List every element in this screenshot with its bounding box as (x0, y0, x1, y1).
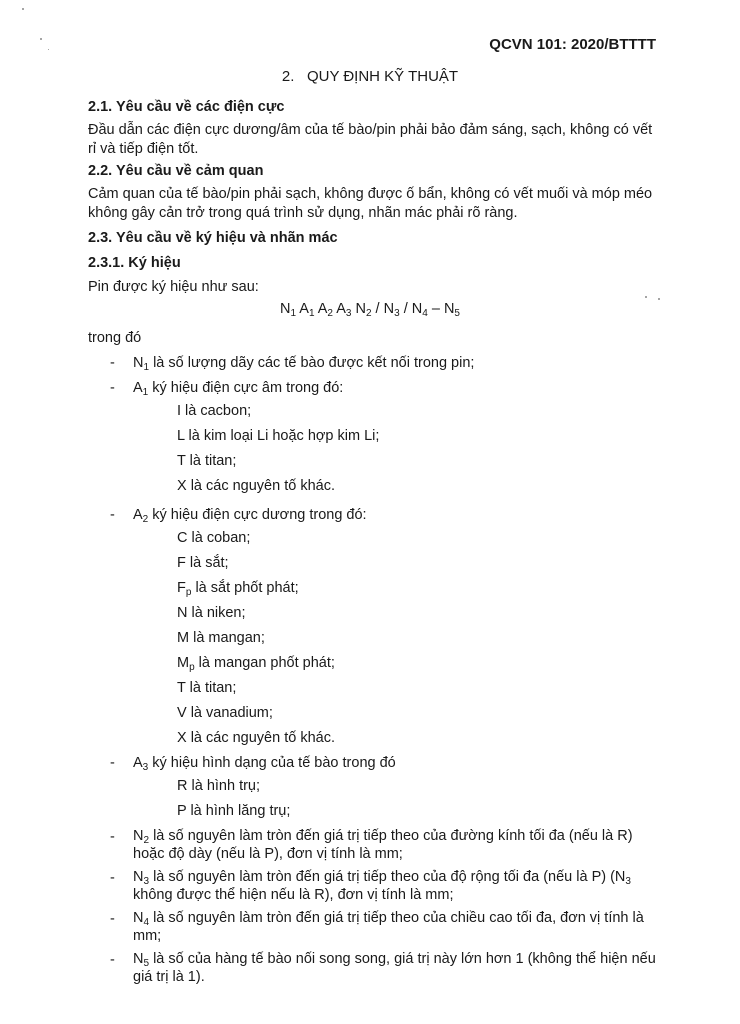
list-subitem: L là kim loại Li hoặc hợp kim Li; (177, 428, 380, 444)
paragraph-2-1: Đầu dẫn các điện cực dương/âm của tế bào/pin phải bảo đảm sáng, sạch, không có vết rỉ và tiếp điện tốt. (88, 122, 653, 157)
section-number: 2. (281, 68, 295, 85)
list-item-n1: $N_1$ là số lượng dãy các tế bào được kết nối trong pin; (133, 355, 475, 373)
list-subitem: F là sắt; (177, 555, 229, 571)
heading-2-1: 2.1. Yêu cầu về các điện cực (88, 99, 285, 115)
list-subitem: V là vanadium; (177, 705, 273, 721)
list-subitem: R là hình trụ; (177, 778, 261, 794)
list-bullet: - (110, 507, 115, 523)
list-subitem: $F_p$ là sắt phốt phát; (177, 580, 299, 598)
section-title (0, 68, 740, 85)
scan-speck (658, 298, 660, 300)
where-label: trong đó (88, 330, 142, 346)
intro-text: Pin được ký hiệu như sau: (88, 279, 259, 295)
list-bullet: - (110, 755, 115, 771)
list-bullet: - (110, 829, 115, 845)
list-bullet: - (110, 952, 115, 968)
list-bullet: - (110, 911, 115, 927)
document-code: QCVN 101: 2020/BTTTT (489, 36, 656, 53)
list-subitem: T là titan; (177, 453, 237, 469)
heading-2-3: 2.3. Yêu cầu về ký hiệu và nhãn mác (88, 230, 338, 246)
list-item-n4: $N_4$ là số nguyên làm tròn đến giá trị tiếp theo của chiều cao tối đa, đơn vị tính là mm; (133, 910, 644, 944)
list-bullet: - (110, 355, 115, 371)
list-subitem: P là hình lăng trụ; (177, 803, 291, 819)
list-subitem: I là cacbon; (177, 403, 252, 419)
list-item-a3: $A_3$ ký hiệu hình dạng của tế bào trong đó (133, 755, 396, 773)
heading-2-2: 2.2. Yêu cầu về cảm quan (88, 163, 264, 179)
list-subitem: $M_p$ là mangan phốt phát; (177, 655, 335, 673)
heading-2-3-1: 2.3.1. Ký hiệu (88, 255, 181, 271)
list-subitem: T là titan; (177, 680, 237, 696)
list-item-a2: $A_2$ ký hiệu điện cực dương trong đó: (133, 507, 367, 525)
scan-speck (22, 8, 24, 10)
scan-speck (48, 49, 49, 50)
list-item-n5: $N_5$ là số của hàng tế bào nối song song, giá trị này lớn hơn 1 (không thể hiện nếu giá trị là 1). (133, 951, 656, 985)
list-item-a1: $A_1$ ký hiệu điện cực âm trong đó: (133, 380, 344, 398)
list-item-n2: $N_2$ là số nguyên làm tròn đến giá trị tiếp theo của đường kính tối đa (nếu là R) hoặc độ dày (nếu là P), đơn vị tính là mm; (133, 828, 633, 862)
paragraph-2-2: Cảm quan của tế bào/pin phải sạch, không được ố bẩn, không có vết muối và móp méo không gây cản trở trong quá trình sử dụng, nhãn mác phải rõ ràng. (88, 186, 653, 221)
list-subitem: N là niken; (177, 605, 246, 621)
scan-speck (645, 296, 647, 298)
scan-speck (40, 38, 42, 40)
list-subitem: M là mangan; (177, 630, 265, 646)
list-bullet: - (110, 870, 115, 886)
list-subitem: X là các nguyên tố khác. (177, 478, 335, 494)
symbol-formula: $N_1$ $A_1$ $A_2$ $A_3$ $N_2 / N_3 / N_4 - N_5$ (280, 301, 460, 319)
list-subitem: X là các nguyên tố khác. (177, 730, 335, 746)
section-title-text: QUY ĐỊNH KỸ THUẬT (306, 68, 459, 85)
list-bullet: - (110, 380, 115, 396)
list-subitem: C là coban; (177, 530, 251, 546)
list-item-n3: $N_3$ là số nguyên làm tròn đến giá trị tiếp theo của độ rộng tối đa (nếu là P) ($N_3$ không được thể hiện nếu là R), đơn vị tính là mm; (133, 869, 631, 903)
